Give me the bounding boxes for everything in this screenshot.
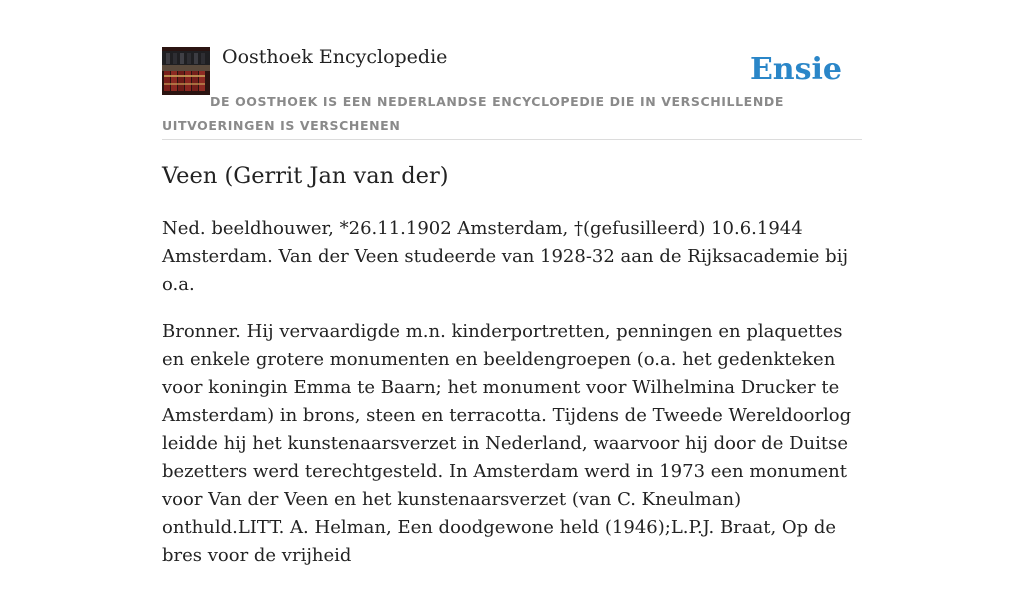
encyclopedia-books-icon[interactable] [162, 47, 210, 95]
article-title: Veen (Gerrit Jan van der) [162, 163, 449, 189]
article-body [162, 215, 852, 589]
brand-logo-link[interactable]: Ensie [749, 52, 842, 87]
source-description: DE OOSTHOEK IS EEN NEDERLANDSE ENCYCLOPEDIE DIE IN VERSCHILLENDE UITVOERINGEN IS VERSCHENEN [162, 94, 784, 133]
article-paragraph: Ned. beeldhouwer, *26.11.1902 Amsterdam, †(gefusilleerd) 10.6.1944 Amsterdam. Van der Veen studeerde van 1928-32 aan de Rijksacademie bij o.a. [162, 218, 849, 295]
source-title[interactable]: Oosthoek Encyclopedie [222, 46, 448, 68]
source-header [162, 46, 862, 140]
article-paragraph: Bronner. Hij vervaardigde m.n. kinderportretten, penningen en plaquettes en enkele grotere monumenten en beeldengroepen (o.a. het gedenkteken voor koningin Emma te Baarn; het monument voor Wilhelmina Drucker te Amsterdam) in brons, steen en terracotta. Tijdens de Tweede Wereldoorlog leidde hij het kunstenaarsverzet in Nederland, waarvoor hij door de Duitse bezetters werd terechtgesteld. In Amsterdam werd in 1973 een monument voor Van der Veen en het kunstenaarsverzet (van C. Kneulman) onthuld.LITT. A. Helman, Een doodgewone held (1946);L.P.J. Braat, Op de bres voor de vrijheid [162, 321, 852, 566]
